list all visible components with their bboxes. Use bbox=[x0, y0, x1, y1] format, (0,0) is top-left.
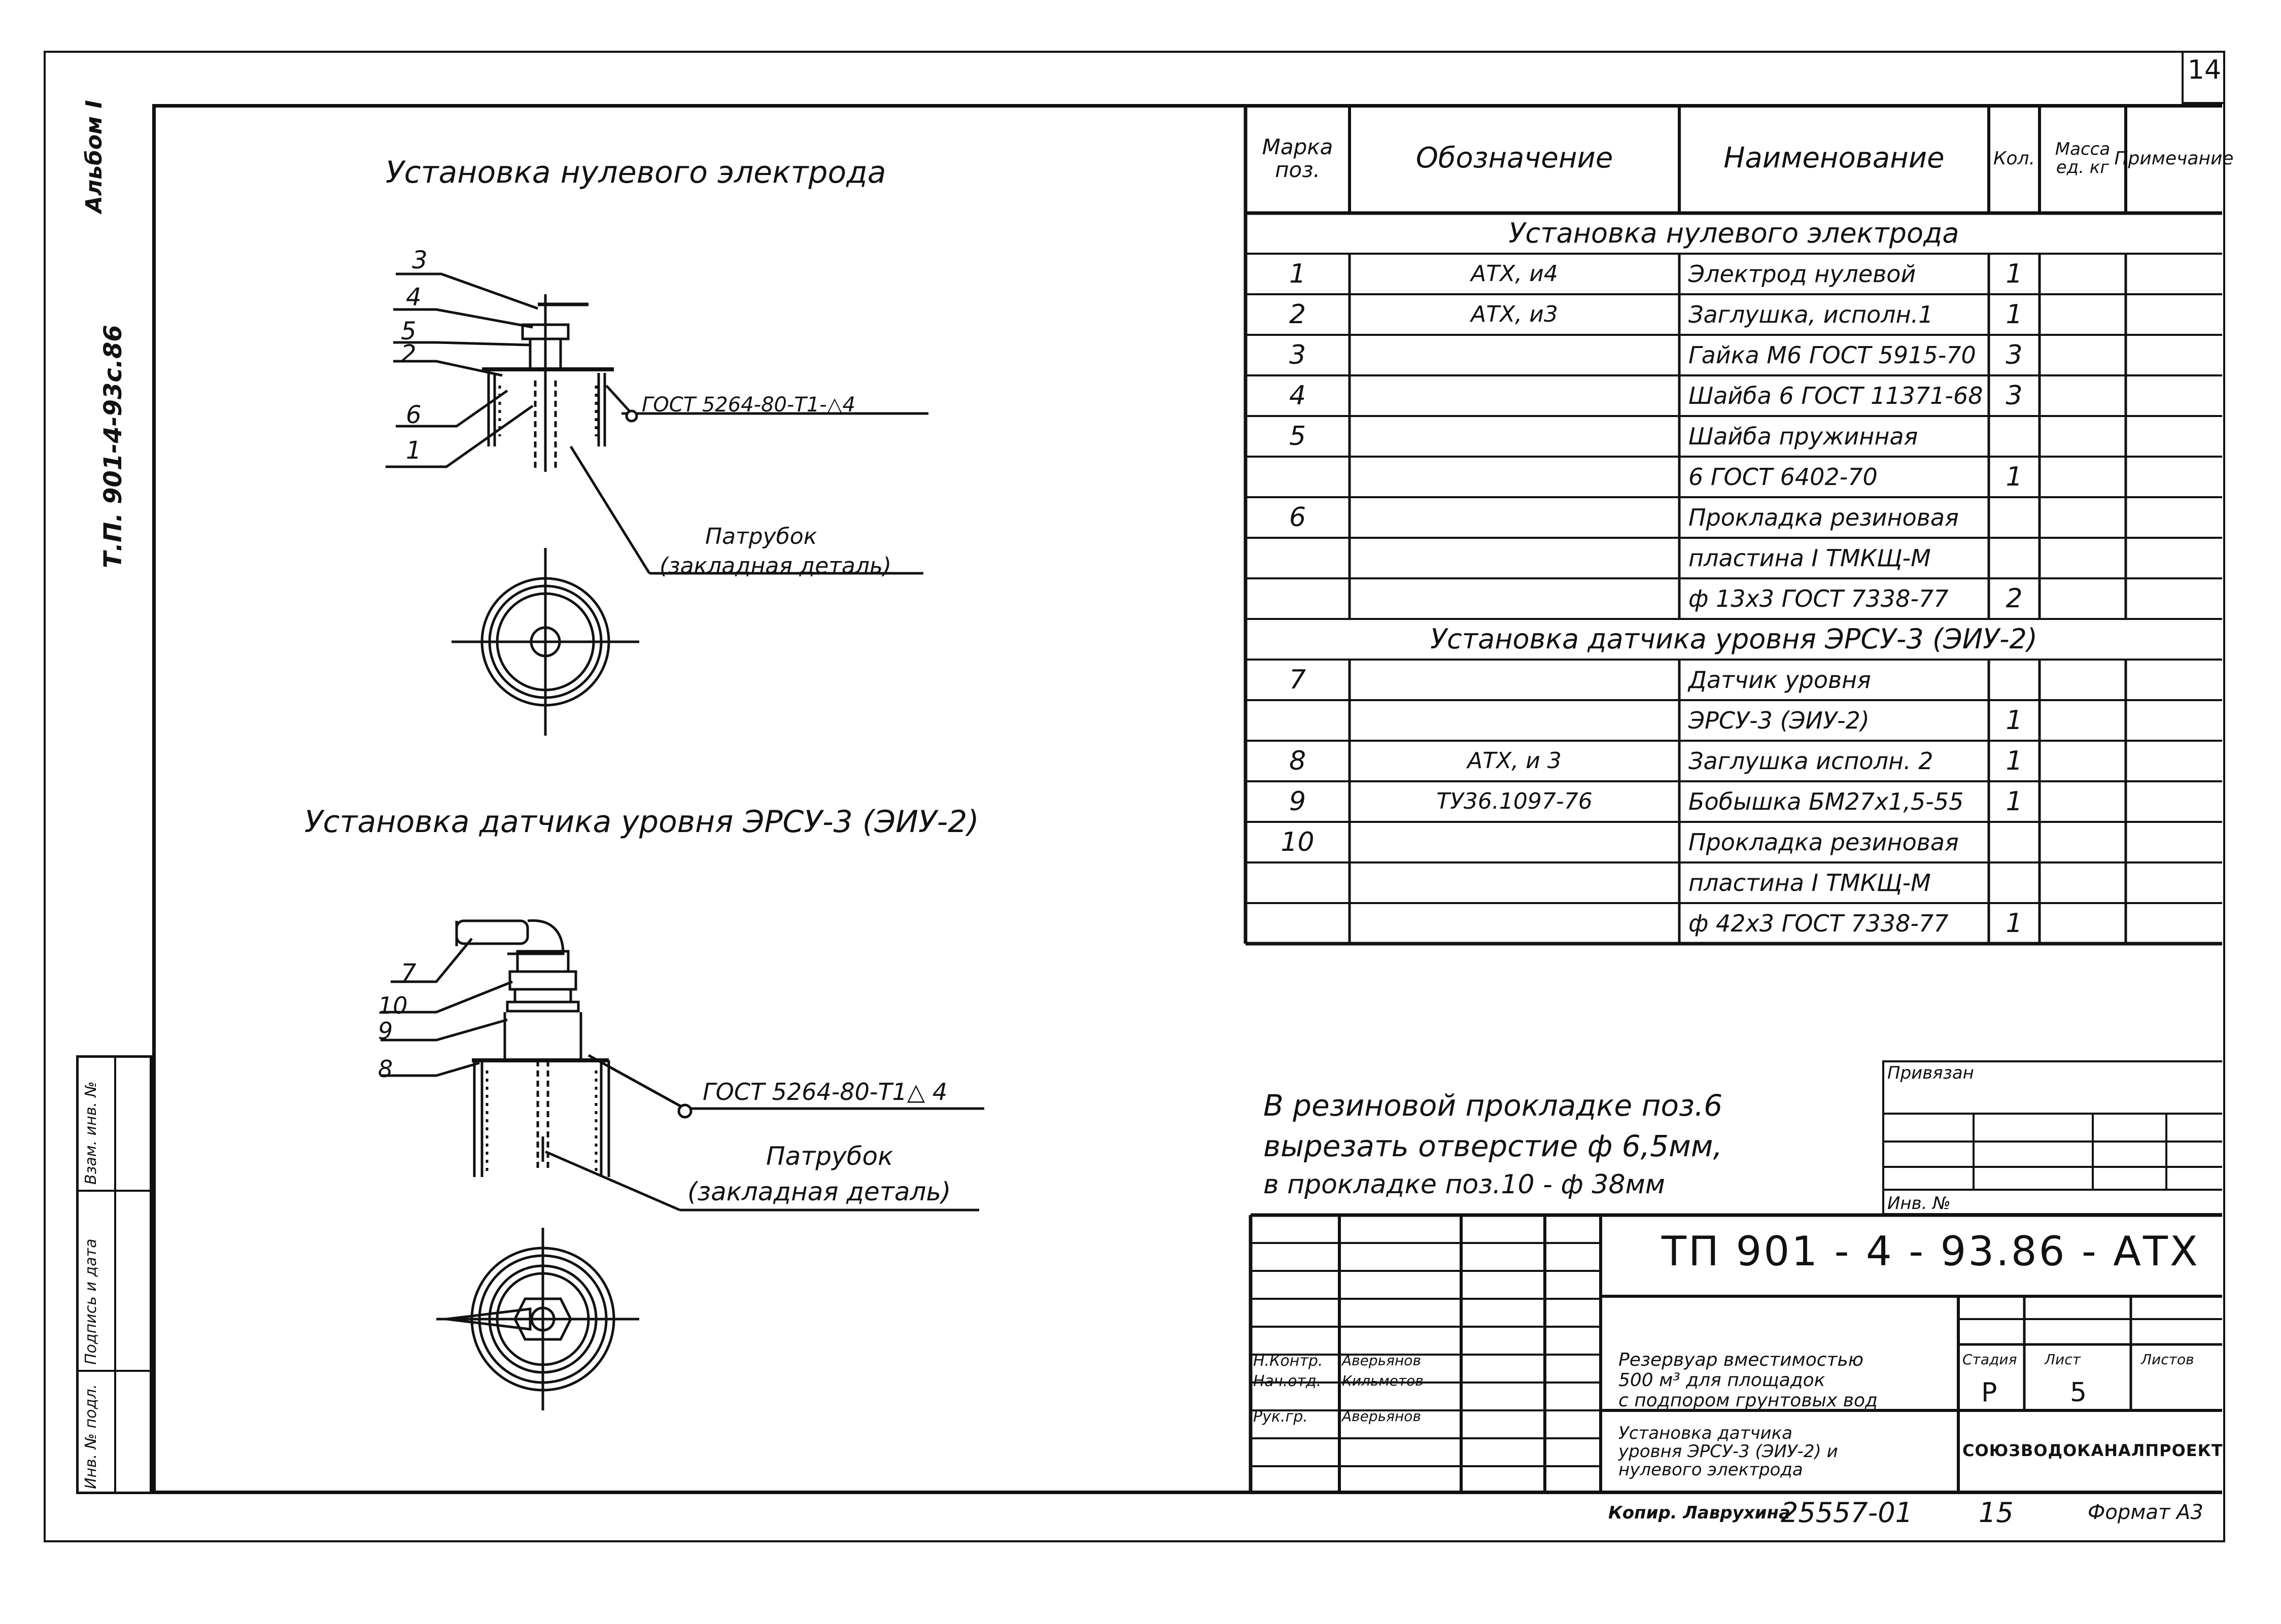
margin-replace-label: Взам. инв. № bbox=[82, 1081, 100, 1185]
spec-name: ф 13х3 ГОСТ 7338-77 bbox=[1688, 584, 1949, 612]
sheet-value: 5 bbox=[2070, 1377, 2087, 1408]
spec-name: Заглушка, исполн.1 bbox=[1688, 300, 1933, 328]
spec-qty: 2 bbox=[2006, 583, 2023, 614]
side-code-label: Т.П. 901-4-93с.86 bbox=[99, 325, 127, 568]
sheet-title-line: Установка датчика bbox=[1618, 1423, 1793, 1443]
sheet-header: Лист bbox=[2045, 1351, 2081, 1368]
spec-header-2: Наименование bbox=[1723, 142, 1945, 175]
d2-pipe-label: Патрубок bbox=[766, 1142, 893, 1171]
spec-name: Гайка М6 ГОСТ 5915-70 bbox=[1688, 341, 1976, 369]
d1-callout-5: 5 bbox=[401, 317, 417, 345]
spec-header-4: Масса ед. кг bbox=[2055, 139, 2111, 178]
binding-inv: Инв. № bbox=[1887, 1193, 1951, 1214]
spec-name: ЭРСУ-3 (ЭИУ-2) bbox=[1688, 706, 1870, 734]
note-line-3: в прокладке поз.10 - ф 38мм bbox=[1263, 1169, 1665, 1200]
drawing1-title: Установка нулевого электрода bbox=[386, 155, 886, 190]
footer-order: 25557-01 bbox=[1781, 1497, 1913, 1529]
d2-callout-10: 10 bbox=[378, 992, 408, 1019]
spec-pos: 9 bbox=[1289, 786, 1306, 817]
margin-sign-label: Подпись и дата bbox=[82, 1238, 100, 1365]
drawing-code: ТП 901 - 4 - 93.86 - АТХ bbox=[1662, 1228, 2200, 1275]
d2-pipe-sublabel: (закладная деталь) bbox=[687, 1177, 951, 1206]
spec-pos: 5 bbox=[1289, 421, 1306, 452]
spec-qty: 1 bbox=[2006, 908, 2023, 939]
spec-pos: 7 bbox=[1289, 664, 1306, 695]
footer-copied: Копир. Лаврухина bbox=[1608, 1503, 1790, 1523]
spec-name: пластина I ТМКЩ-М bbox=[1688, 869, 1931, 896]
note-line-2: вырезать отверстие ф 6,5мм, bbox=[1263, 1129, 1722, 1163]
sheet-title-line: уровня ЭРСУ-3 (ЭИУ-2) и bbox=[1618, 1441, 1838, 1462]
organization: СОЮЗВОДОКАНАЛПРОЕКТ bbox=[1962, 1441, 2223, 1460]
spec-designation: АТХ, и 3 bbox=[1467, 747, 1562, 774]
d2-callout-7: 7 bbox=[401, 959, 417, 987]
spec-pos: 10 bbox=[1281, 826, 1315, 857]
project-name-line: с подпором грунтовых вод bbox=[1618, 1390, 1878, 1411]
d1-gost-label: ГОСТ 5264-80-Т1-△4 bbox=[642, 393, 855, 417]
d2-gost-label: ГОСТ 5264-80-Т1△ 4 bbox=[703, 1078, 948, 1105]
spec-name: Заглушка исполн. 2 bbox=[1688, 747, 1933, 775]
spec-name: Бобышка БМ27х1,5-55 bbox=[1688, 787, 1964, 815]
footer-format: Формат А3 bbox=[2088, 1501, 2203, 1524]
spec-pos: 8 bbox=[1289, 745, 1306, 776]
signer-role: Нач.отд. bbox=[1253, 1372, 1322, 1390]
spec-qty: 1 bbox=[2006, 786, 2023, 817]
spec-name: 6 ГОСТ 6402-70 bbox=[1688, 463, 1878, 491]
spec-name: Прокладка резиновая bbox=[1688, 828, 1959, 856]
signer-name: Кильметов bbox=[1342, 1372, 1424, 1389]
spec-name: Шайба пружинная bbox=[1688, 422, 1918, 450]
spec-name: Шайба 6 ГОСТ 11371-68 bbox=[1688, 382, 1983, 409]
spec-name: ф 42х3 ГОСТ 7338-77 bbox=[1688, 909, 1949, 937]
sheet-number: 14 bbox=[2187, 55, 2222, 85]
spec-name: пластина I ТМКЩ-М bbox=[1688, 544, 1931, 572]
signer-role: Рук.гр. bbox=[1253, 1408, 1308, 1426]
spec-qty: 3 bbox=[2006, 380, 2023, 411]
project-name-line: 500 м³ для площадок bbox=[1618, 1370, 1825, 1391]
spec-designation: АТХ, и4 bbox=[1471, 260, 1558, 287]
spec-designation: АТХ, и3 bbox=[1471, 301, 1558, 327]
spec-section-row: Установка датчика уровня ЭРСУ-3 (ЭИУ-2) bbox=[1430, 623, 2037, 655]
sheet-title-line: нулевого электрода bbox=[1618, 1460, 1803, 1480]
spec-header-5: Примечание bbox=[2114, 148, 2234, 169]
stage-value: Р bbox=[1981, 1377, 1997, 1408]
d1-callout-1: 1 bbox=[406, 436, 422, 465]
note-line-1: В резиновой прокладке поз.6 bbox=[1263, 1088, 1723, 1123]
signer-name: Аверьянов bbox=[1342, 1408, 1421, 1425]
spec-header-1: Обозначение bbox=[1415, 142, 1613, 175]
spec-name: Электрод нулевой bbox=[1688, 260, 1916, 288]
project-name-line: Резервуар вместимостью bbox=[1618, 1350, 1864, 1370]
spec-pos: 6 bbox=[1289, 502, 1306, 533]
spec-pos: 1 bbox=[1289, 258, 1306, 289]
d1-callout-2: 2 bbox=[401, 340, 417, 368]
d1-callout-3: 3 bbox=[412, 246, 428, 274]
spec-qty: 1 bbox=[2006, 745, 2023, 776]
spec-qty: 3 bbox=[2006, 339, 2023, 370]
spec-pos: 4 bbox=[1289, 380, 1306, 411]
spec-qty: 1 bbox=[2006, 299, 2023, 330]
spec-qty: 1 bbox=[2006, 461, 2023, 492]
d1-callout-4: 4 bbox=[406, 283, 422, 312]
d1-callout-6: 6 bbox=[406, 401, 422, 429]
spec-qty: 1 bbox=[2006, 258, 2023, 289]
spec-designation: ТУ36.1097-76 bbox=[1436, 788, 1593, 814]
d1-pipe-sublabel: (закладная деталь) bbox=[660, 553, 892, 579]
margin-inv-label: Инв. № подл. bbox=[82, 1384, 100, 1489]
stage-header: Стадия bbox=[1962, 1351, 2017, 1368]
spec-header-3: Кол. bbox=[1993, 148, 2035, 169]
binding-title: Привязан bbox=[1887, 1063, 1974, 1083]
sheets-header: Листов bbox=[2141, 1351, 2194, 1368]
d1-pipe-label: Патрубок bbox=[705, 524, 817, 549]
d2-callout-8: 8 bbox=[378, 1055, 393, 1083]
spec-pos: 2 bbox=[1289, 299, 1306, 330]
footer-page: 15 bbox=[1979, 1497, 2014, 1529]
side-album-label: Альбом I bbox=[81, 100, 107, 213]
spec-section-row: Установка нулевого электрода bbox=[1508, 217, 1959, 249]
spec-pos: 3 bbox=[1289, 339, 1306, 370]
signer-name: Аверьянов bbox=[1342, 1352, 1421, 1369]
spec-name: Датчик уровня bbox=[1688, 666, 1871, 694]
drawing2-title: Установка датчика уровня ЭРСУ-3 (ЭИУ-2) bbox=[304, 804, 979, 840]
spec-header-0: Марка поз. bbox=[1262, 134, 1333, 182]
signer-role: Н.Контр. bbox=[1253, 1352, 1323, 1370]
spec-qty: 1 bbox=[2006, 705, 2023, 736]
d2-callout-9: 9 bbox=[378, 1017, 393, 1045]
spec-name: Прокладка резиновая bbox=[1688, 503, 1959, 531]
